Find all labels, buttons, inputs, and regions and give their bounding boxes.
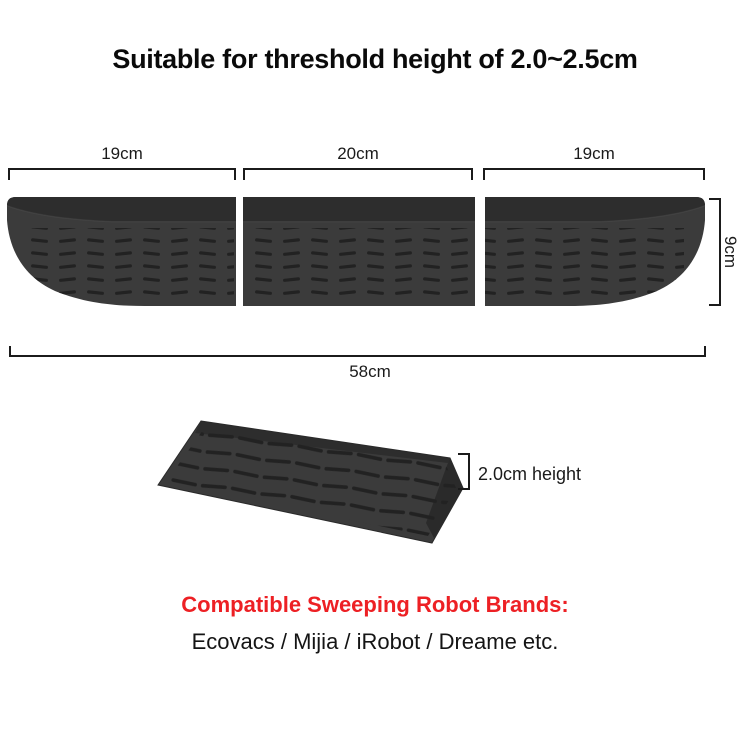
ramp-wedge	[158, 421, 463, 547]
segment-width-bracket-left	[8, 168, 236, 180]
depth-label: 9cm	[721, 235, 740, 269]
ramp-height-bracket	[458, 453, 470, 490]
segment-width-bracket-middle	[243, 168, 473, 180]
segment-width-bracket-right	[483, 168, 705, 180]
total-width-label: 58cm	[349, 362, 391, 381]
compatibility-brands: Ecovacs / Mijia / iRobot / Dreame etc.	[191, 629, 559, 654]
total-width-bracket	[9, 346, 706, 357]
ramp-left-segment	[7, 197, 236, 306]
segment-width-label-right: 19cm	[573, 144, 615, 163]
compatibility-heading: Compatible Sweeping Robot Brands:	[181, 592, 569, 617]
ramp-middle-segment	[243, 197, 475, 306]
page-title: Suitable for threshold height of 2.0~2.5cm	[112, 44, 638, 74]
ramp-right-segment	[478, 197, 705, 306]
ramp-perspective-view	[150, 402, 480, 552]
segment-width-label-left: 19cm	[101, 144, 143, 163]
ramp-height-label: 2.0cm height	[478, 464, 582, 484]
ramp-front-view	[0, 196, 750, 312]
segment-width-label-middle: 20cm	[337, 144, 379, 163]
